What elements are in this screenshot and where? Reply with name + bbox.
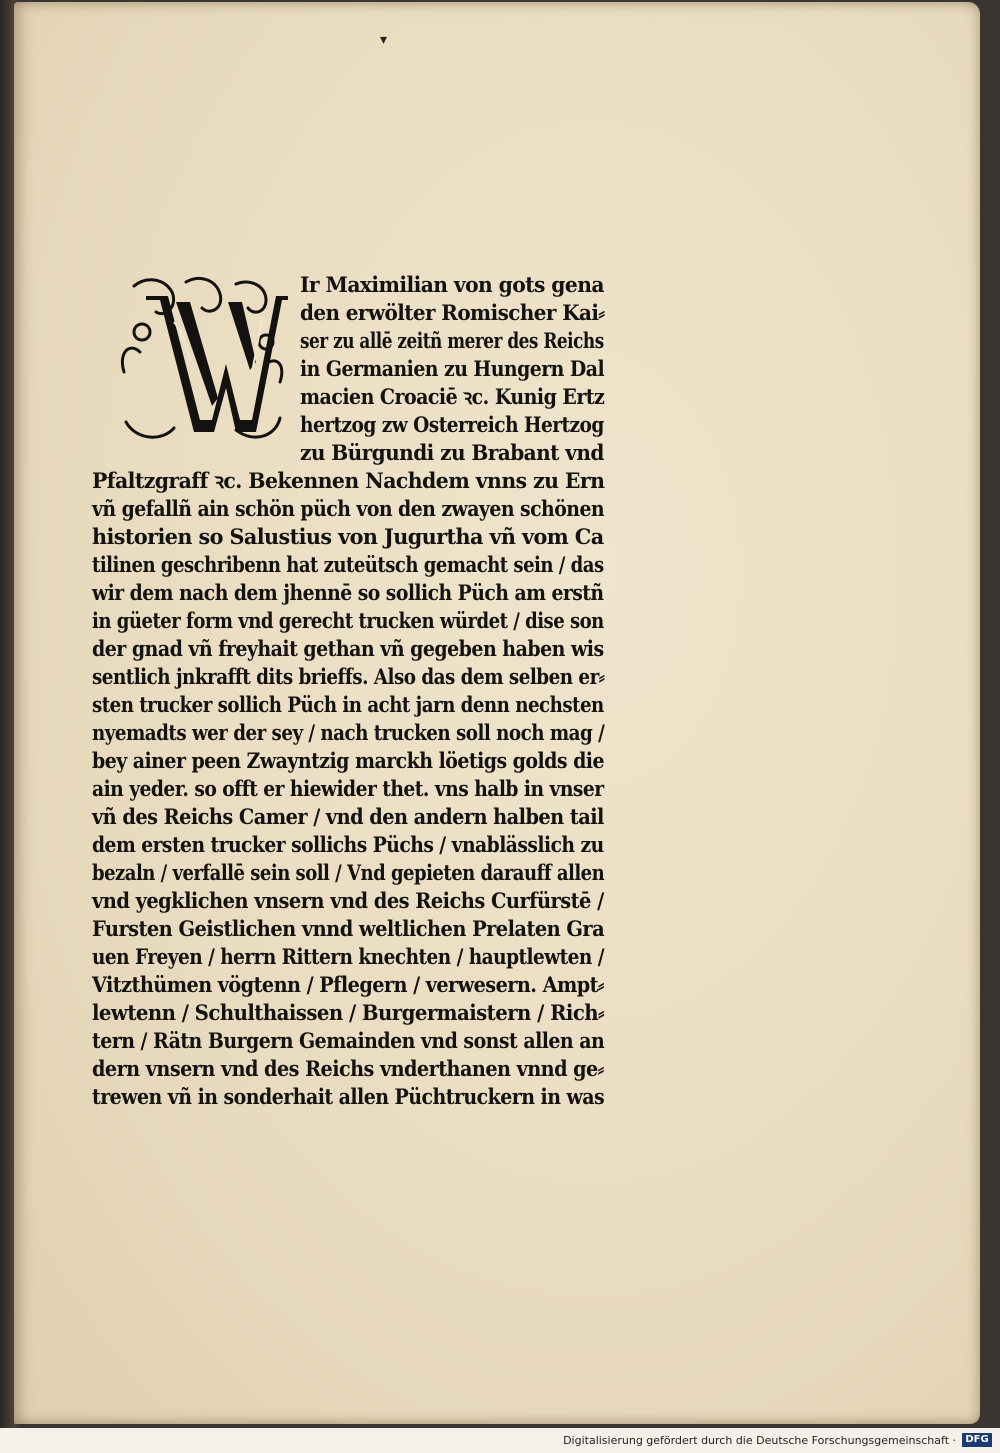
text-line-29: dern vnsern vnd des Reichs vnderthanen vnnd ge⸗ xyxy=(92,1056,604,1081)
text-line-6: hertzog zw Osterreich Hertzog xyxy=(300,412,604,437)
text-line-25: uen Freyen / herrn Rittern knechten / hauptlewten / xyxy=(92,944,604,969)
text-line-13: in güeter form vnd gerecht trucken würdet / dise son xyxy=(92,608,604,633)
text-line-5: macien Croaciē ꝛc. Kunig Ertz xyxy=(300,384,605,409)
text-line-30: trewen vñ in sonderhait allen Püchtruckern in was xyxy=(92,1084,605,1109)
text-line-12: wir dem nach dem jhennē so sollich Püch am erstñ xyxy=(92,580,604,605)
text-line-17: nyemadts wer der sey / nach trucken soll noch mag / xyxy=(92,720,605,745)
text-line-21: dem ersten trucker sollichs Püchs / vnablässlich zu xyxy=(92,832,604,857)
text-line-1: Ir Maximilian von gots gena xyxy=(300,272,604,297)
text-line-3: ser zu allē zeitñ merer des Reichs xyxy=(300,328,604,353)
text-line-4: in Germanien zu Hungern Dal xyxy=(300,356,605,381)
text-line-16: sten trucker sollich Püch in acht jarn denn nechsten xyxy=(92,692,604,717)
text-line-27: lewtenn / Schulthaissen / Burgermaistern / Rich⸗ xyxy=(92,1000,605,1025)
text-line-28: tern / Rätn Burgern Gemainden vnd sonst allen an xyxy=(92,1028,605,1053)
text-line-9: vñ gefallñ ain schön püch von den zwayen schönen xyxy=(92,496,605,521)
text-line-7: zu Bürgundi zu Brabant vnd xyxy=(300,440,604,465)
text-line-24: Fursten Geistlichen vnnd weltlichen Prelaten Gra xyxy=(92,916,605,941)
printer-mark: ▾ xyxy=(380,32,388,48)
text-line-22: bezaln / verfallē sein soll / Vnd gepieten darauff allen xyxy=(92,860,605,885)
text-line-14: der gnad vñ freyhait gethan vñ gegeben haben wis xyxy=(92,636,604,661)
funding-credit: Digitalisierung gefördert durch die Deutsche Forschungsgemeinschaft · xyxy=(563,1434,956,1447)
text-line-26: Vitzthümen vögtenn / Pflegern / verwesern. Ampt⸗ xyxy=(92,972,604,997)
text-line-15: sentlich jnkrafft dits brieffs. Also das dem selben er⸗ xyxy=(92,664,605,689)
text-block xyxy=(92,272,604,1112)
footer-bar xyxy=(0,1428,1000,1453)
text-line-2: den erwölter Romischer Kai⸗ xyxy=(300,300,605,325)
text-line-19: ain yeder. so offt er hiewider thet. vns halb in vnser xyxy=(92,776,604,801)
dfg-logo: DFG xyxy=(962,1433,992,1447)
text-line-8: Pfaltzgraff ꝛc. Bekennen Nachdem vnns zu Ern xyxy=(92,468,605,493)
text-line-23: vnd yegklichen vnsern vnd des Reichs Curfürstē / xyxy=(92,888,604,913)
text-line-10: historien so Salustius von Jugurtha vñ vom Ca xyxy=(92,524,604,549)
text-line-11: tilinen geschribenn hat zuteütsch gemacht sein / das xyxy=(92,552,604,577)
decorated-initial-w xyxy=(116,272,288,448)
text-line-20: vñ des Reichs Camer / vnd den andern halben tail xyxy=(92,804,604,829)
text-line-18: bey ainer peen Zwayntzig marckh löetigs golds die xyxy=(92,748,604,773)
